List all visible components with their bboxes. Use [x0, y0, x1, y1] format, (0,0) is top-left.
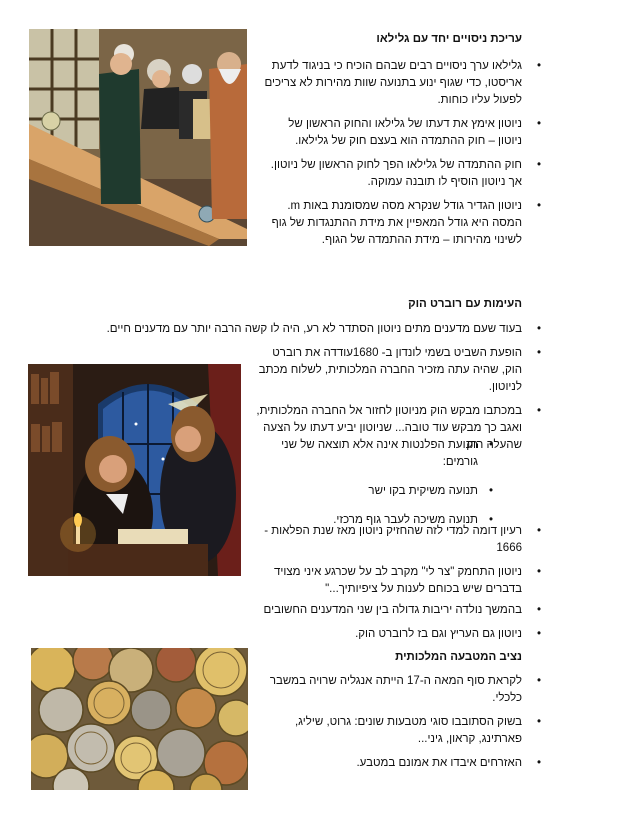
list-item: • במכתבו מבקש הוק מניוטון לחזור אל החברה המלכותית, ואגב כך מבקש עוד טובה... שניוטון יביע דעתו על הצעה שהעלה הוק: [252, 403, 522, 454]
section2-bullets-after: [252, 523, 522, 605]
section1-bullets: [262, 58, 522, 249]
section2-bullets-end: [192, 602, 522, 643]
list-item: • בהמשך נולדה יריבות גדולה בין שני המדענים החשובים: [192, 602, 522, 619]
section-title-hooke: העימות עם רוברט הוק: [408, 298, 522, 310]
list-item: • ניוטון גם העריץ וגם בז לרוברט הוק.: [192, 626, 522, 643]
list-item: • ניוטון התחמק "צר לי" מקרב לב על שכרגע איני מצויד בדברים שיש בכוחם לענות על ציפיותיך...": [252, 564, 522, 598]
section-title-galileo: עריכת ניסויים יחד עם גלילאו: [376, 33, 522, 45]
galileo-experiment-image: [29, 29, 247, 246]
list-item: • בעוד שעם מדענים מתים ניוטון הסתדר לא רע, היה לו קשה הרבה יותר עם מדענים חיים.: [62, 321, 522, 338]
section2-bullets-full: [62, 321, 522, 345]
newton-hooke-image: [28, 364, 241, 576]
coins-image: [31, 648, 248, 790]
list-item: • גלילאו ערך ניסויים רבים שבהם הוכיח כי בניגוד לדעת אריסטו, כדי שגוף ינוע בתנועה שוות מהירות לא צריכים לפעול עליו כוחות.: [262, 58, 522, 109]
list-item: • ניוטון אימץ את דעתו של גלילאו והחוק הראשון של ניוטון – חוק ההתמדה הוא בעצם חוק של גלילאו.: [262, 116, 522, 150]
list-item: • בשוק הסתובבו סוגי מטבעות שונים: גרוט, שיליג, פארתינג, קראון, גיני...: [267, 714, 522, 748]
list-item: • רעיון דומה למדי לזה שהחזיק ניוטון מאז שנת הפלאות - 1666: [252, 523, 522, 557]
list-item: • תנועה משיקית בקו ישר: [252, 483, 478, 500]
list-item: • תנועה משיכה לעבר גוף מרכזי.: [252, 512, 478, 529]
list-item: • ניוטון הגדיר גודל שנקרא מסה שמסומנת באות m. המסה היא גודל המאפיין את מידת ההתנגדות של גוף לשינוי מהירותו – מידת ההתמדה של הגוף.: [262, 198, 522, 249]
list-item: • הופעת השביט בשמי לונדון ב- 1680עודדה את רוברט הוק, שהיה עתה מזכיר החברה המלכותית, לשלוח מכתב לניוטון.: [252, 345, 522, 396]
section3-bullets: [267, 673, 522, 772]
section2-sub-bullets: [252, 437, 478, 529]
list-item: • תנועת הפלנטות אינה אלא תוצאה של שני גורמים:: [252, 437, 478, 471]
list-item: • לקראת סוף המאה ה-17 הייתה אנגליה שרויה במשבר כלכלי.: [267, 673, 522, 707]
list-item: • האזרחים איבדו את אמונם במטבע.: [267, 755, 522, 772]
section-title-mint: נציב המטבעה המלכותית: [395, 651, 522, 663]
list-item: • חוק ההתמדה של גלילאו הפך לחוק הראשון של ניוטון. אך ניוטון הוסיף לו תובנה עמוקה.: [262, 157, 522, 191]
